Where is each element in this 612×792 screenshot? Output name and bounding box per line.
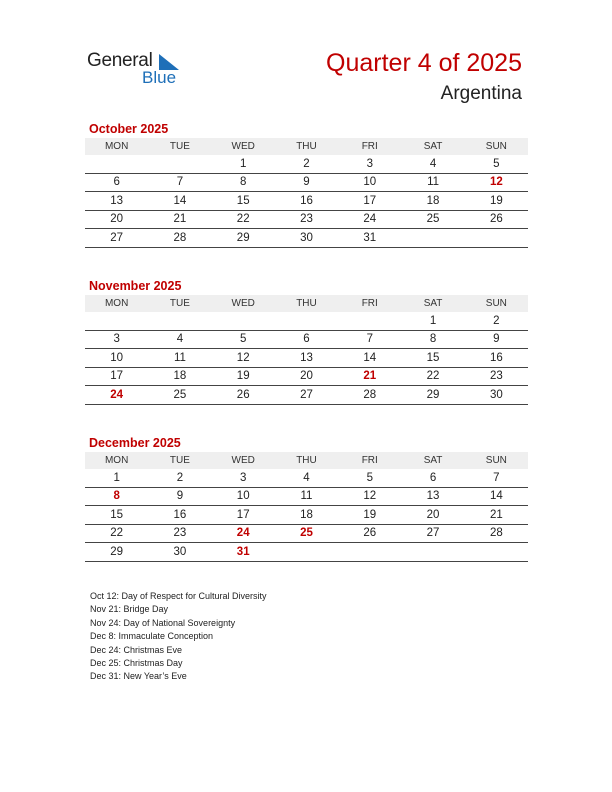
day-cell: 5 (338, 469, 401, 487)
day-cell: 17 (212, 506, 275, 525)
day-cell: 13 (275, 349, 338, 368)
empty-day-cell (148, 155, 211, 173)
holiday-note: Dec 24: Christmas Eve (90, 644, 183, 655)
holiday-day-cell: 25 (275, 524, 338, 543)
weekday-header: SUN (465, 452, 528, 469)
day-cell: 9 (465, 330, 528, 349)
week-row (85, 192, 528, 211)
holiday-day-cell: 24 (85, 386, 148, 405)
weekday-header: WED (212, 452, 275, 469)
day-cell: 4 (275, 469, 338, 487)
weekday-header: TUE (148, 295, 211, 312)
logo-text-blue: Blue (142, 68, 177, 87)
month-grid (85, 138, 528, 248)
empty-day-cell (465, 229, 528, 248)
day-cell: 18 (401, 192, 464, 211)
day-cell: 30 (465, 386, 528, 405)
day-cell: 23 (465, 367, 528, 386)
day-cell: 18 (148, 367, 211, 386)
week-row (85, 330, 528, 349)
holiday-notes-list (90, 590, 267, 684)
month-calendar-december (85, 436, 528, 562)
week-row (85, 312, 528, 330)
day-cell: 12 (212, 349, 275, 368)
week-row (85, 543, 528, 562)
day-cell: 6 (275, 330, 338, 349)
empty-day-cell (338, 543, 401, 562)
day-cell: 23 (148, 524, 211, 543)
day-cell: 22 (401, 367, 464, 386)
week-row (85, 386, 528, 405)
day-cell: 16 (275, 192, 338, 211)
holiday-note: Nov 24: Day of National Sovereignty (90, 617, 236, 628)
weekday-header: MON (85, 452, 148, 469)
weekday-header: MON (85, 138, 148, 155)
day-cell: 25 (148, 386, 211, 405)
day-cell: 26 (338, 524, 401, 543)
weekday-header: WED (212, 138, 275, 155)
day-cell: 11 (401, 173, 464, 192)
day-cell: 30 (148, 543, 211, 562)
holiday-day-cell: 8 (85, 487, 148, 506)
day-cell: 16 (465, 349, 528, 368)
logo-text-general: General (87, 50, 153, 71)
day-cell: 17 (338, 192, 401, 211)
empty-day-cell (401, 229, 464, 248)
holiday-day-cell: 12 (465, 173, 528, 192)
day-cell: 3 (338, 155, 401, 173)
day-cell: 30 (275, 229, 338, 248)
empty-day-cell (465, 543, 528, 562)
day-cell: 21 (148, 210, 211, 229)
empty-day-cell (85, 155, 148, 173)
day-cell: 29 (212, 229, 275, 248)
day-cell: 15 (212, 192, 275, 211)
day-cell: 5 (212, 330, 275, 349)
empty-day-cell (85, 312, 148, 330)
day-cell: 28 (465, 524, 528, 543)
week-row (85, 487, 528, 506)
country-name: Argentina (440, 83, 522, 104)
week-row (85, 524, 528, 543)
day-cell: 11 (148, 349, 211, 368)
month-calendar-october (85, 122, 528, 248)
day-cell: 8 (212, 173, 275, 192)
day-cell: 27 (85, 229, 148, 248)
weekday-header: SUN (465, 138, 528, 155)
day-cell: 1 (401, 312, 464, 330)
week-row (85, 173, 528, 192)
day-cell: 12 (338, 487, 401, 506)
day-cell: 7 (148, 173, 211, 192)
empty-day-cell (338, 312, 401, 330)
day-cell: 1 (212, 155, 275, 173)
day-cell: 6 (401, 469, 464, 487)
holiday-day-cell: 21 (338, 367, 401, 386)
page-title: Quarter 4 of 2025 (326, 49, 522, 77)
weekday-header: SAT (401, 452, 464, 469)
day-cell: 13 (401, 487, 464, 506)
day-cell: 29 (401, 386, 464, 405)
day-cell: 26 (212, 386, 275, 405)
day-cell: 24 (338, 210, 401, 229)
month-calendar-november (85, 279, 528, 405)
weekday-header: SAT (401, 295, 464, 312)
weekday-header: WED (212, 295, 275, 312)
holiday-note: Dec 8: Immaculate Conception (90, 631, 214, 642)
day-cell: 28 (338, 386, 401, 405)
week-row (85, 155, 528, 173)
day-cell: 9 (148, 487, 211, 506)
month-title: December 2025 (89, 436, 181, 450)
weekday-header: FRI (338, 452, 401, 469)
weekday-header-row (85, 295, 528, 312)
empty-day-cell (275, 312, 338, 330)
day-cell: 23 (275, 210, 338, 229)
day-cell: 20 (275, 367, 338, 386)
weekday-header: SAT (401, 138, 464, 155)
weekday-header: THU (275, 138, 338, 155)
day-cell: 17 (85, 367, 148, 386)
empty-day-cell (401, 543, 464, 562)
day-cell: 11 (275, 487, 338, 506)
weekday-header: FRI (338, 138, 401, 155)
weekday-header: FRI (338, 295, 401, 312)
generalblue-logo (87, 50, 197, 90)
day-cell: 10 (85, 349, 148, 368)
empty-day-cell (275, 543, 338, 562)
day-cell: 19 (338, 506, 401, 525)
day-cell: 19 (212, 367, 275, 386)
month-title: November 2025 (89, 279, 182, 293)
week-row (85, 210, 528, 229)
week-row (85, 469, 528, 487)
week-row (85, 349, 528, 368)
month-title: October 2025 (89, 122, 169, 136)
day-cell: 3 (212, 469, 275, 487)
day-cell: 28 (148, 229, 211, 248)
day-cell: 15 (401, 349, 464, 368)
weekday-header: THU (275, 452, 338, 469)
day-cell: 3 (85, 330, 148, 349)
day-cell: 27 (275, 386, 338, 405)
week-row (85, 229, 528, 248)
day-cell: 22 (85, 524, 148, 543)
day-cell: 7 (465, 469, 528, 487)
empty-day-cell (148, 312, 211, 330)
month-grid (85, 452, 528, 562)
day-cell: 1 (85, 469, 148, 487)
day-cell: 21 (465, 506, 528, 525)
empty-day-cell (212, 312, 275, 330)
holiday-note: Nov 21: Bridge Day (90, 604, 169, 615)
day-cell: 8 (401, 330, 464, 349)
day-cell: 31 (338, 229, 401, 248)
weekday-header: MON (85, 295, 148, 312)
day-cell: 10 (212, 487, 275, 506)
day-cell: 5 (465, 155, 528, 173)
day-cell: 29 (85, 543, 148, 562)
day-cell: 2 (275, 155, 338, 173)
day-cell: 16 (148, 506, 211, 525)
holiday-note: Dec 25: Christmas Day (90, 657, 183, 668)
day-cell: 4 (401, 155, 464, 173)
weekday-header-row (85, 452, 528, 469)
holiday-note: Oct 12: Day of Respect for Cultural Diversity (90, 591, 267, 601)
day-cell: 18 (275, 506, 338, 525)
weekday-header-row (85, 138, 528, 155)
week-row (85, 367, 528, 386)
month-grid (85, 295, 528, 405)
day-cell: 26 (465, 210, 528, 229)
day-cell: 2 (148, 469, 211, 487)
day-cell: 2 (465, 312, 528, 330)
weekday-header: THU (275, 295, 338, 312)
day-cell: 19 (465, 192, 528, 211)
week-row (85, 506, 528, 525)
day-cell: 20 (401, 506, 464, 525)
day-cell: 10 (338, 173, 401, 192)
holiday-day-cell: 31 (212, 543, 275, 562)
day-cell: 7 (338, 330, 401, 349)
holiday-day-cell: 24 (212, 524, 275, 543)
day-cell: 4 (148, 330, 211, 349)
day-cell: 14 (465, 487, 528, 506)
day-cell: 9 (275, 173, 338, 192)
day-cell: 14 (148, 192, 211, 211)
day-cell: 27 (401, 524, 464, 543)
holiday-note: Dec 31: New Year’s Eve (90, 671, 187, 682)
day-cell: 13 (85, 192, 148, 211)
day-cell: 6 (85, 173, 148, 192)
weekday-header: TUE (148, 138, 211, 155)
weekday-header: SUN (465, 295, 528, 312)
day-cell: 20 (85, 210, 148, 229)
day-cell: 22 (212, 210, 275, 229)
day-cell: 15 (85, 506, 148, 525)
day-cell: 14 (338, 349, 401, 368)
day-cell: 25 (401, 210, 464, 229)
weekday-header: TUE (148, 452, 211, 469)
